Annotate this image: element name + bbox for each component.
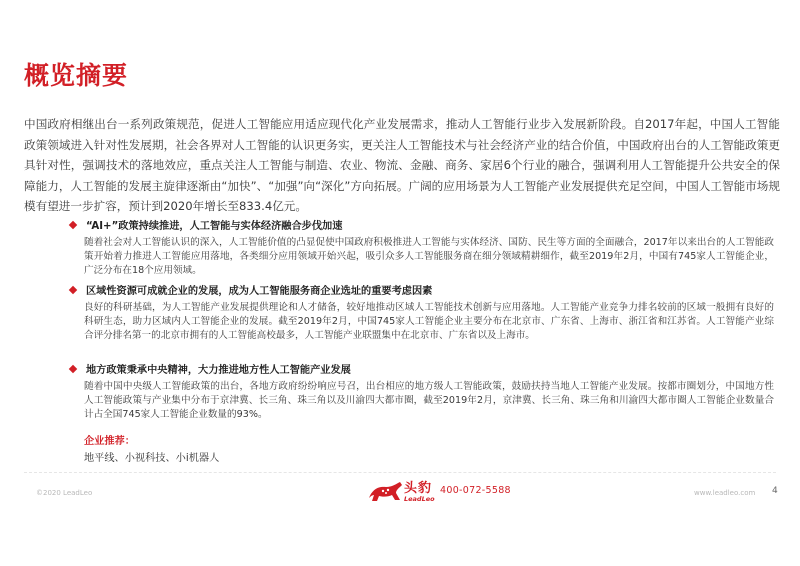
section-heading-text: “AI+”政策持续推进，人工智能与实体经济融合步伐加速 xyxy=(86,221,343,232)
section-heading-text: 区域性资源可成就企业的发展，成为人工智能服务商企业选址的重要考虑因素 xyxy=(86,286,433,297)
section-body-2: 良好的科研基础，为人工智能产业发展提供理论和人才储备，较好地推动区域人工智能技术创新与应用落地。人工智能产业竞争力排名较前的区域一般拥有良好的科研生态，助力区域内人工智能企业的发展。截至2019年2月，中国745家人工智能企业主要分布在北京市、广东省、上海市、浙江省和江苏省。人工智能产业综合评分排名第一的北京市拥有的人工智能高校最多，人工智能产业联盟集中在北京市、广东省以及上海市。 xyxy=(84,302,774,341)
recommend-label: 企业推荐： xyxy=(84,436,135,447)
red-diamond-bullet-icon xyxy=(69,286,77,294)
page-title: 概览摘要 xyxy=(24,61,129,90)
section-heading-text: 地方政策秉承中央精神，大力推进地方性人工智能产业发展 xyxy=(86,365,351,376)
section-heading-2 xyxy=(70,285,770,299)
red-diamond-bullet-icon xyxy=(69,365,77,373)
section-body-1: 随着社会对人工智能认识的深入，人工智能价值的凸显促使中国政府积极推进人工智能与实体经济、国防、民生等方面的全面融合，2017年以来出台的人工智能政策开始着力推进人工智能应用落地，各类细分应用领域开始兴起，吸引众多人工智能服务商在细分领域精耕细作，截至2019年2月，中国有745家人工智能企业，广泛分布在18个应用领域。 xyxy=(84,237,774,276)
recommend-companies: 地平线、小视科技、小i机器人 xyxy=(84,453,220,464)
brand-name-en: LeadLeo xyxy=(404,495,435,503)
footer-divider xyxy=(24,472,776,473)
section-body-3: 随着中国中央级人工智能政策的出台，各地方政府纷纷响应号召，出台相应的地方级人工智能政策，鼓励扶持当地人工智能产业发展。按都市圈划分，中国地方性人工智能政策与产业集中分布于京津冀、长三角、珠三角以及川渝四大都市圈，截至2019年2月，京津冀、长三角、珠三角和川渝四大都市圈人工智能企业数量合计占全国745家人工智能企业数量的93%。 xyxy=(84,381,774,420)
contact-phone: 400-072-5588 xyxy=(440,485,511,496)
section-heading-1 xyxy=(70,220,770,234)
footer-copyright: ©2020 LeadLeo xyxy=(36,489,93,497)
section-heading-3 xyxy=(70,364,770,378)
red-diamond-bullet-icon xyxy=(69,221,77,229)
leopard-logo-icon xyxy=(366,478,406,504)
footer-url[interactable]: www.leadleo.com xyxy=(694,489,756,497)
intro-paragraph: 中国政府相继出台一系列政策规范，促进人工智能应用适应现代化产业发展需求，推动人工智能行业步入发展新阶段。自2017年起，中国人工智能政策领域进入针对性发展期，社会各界对人工智能的认识更务实，更关注人工智能技术与社会经济产业的结合价值，中国政府出台的人工智能政策更具针对性，强调技术的落地效应，重点关注人工智能与制造、农业、物流、金融、商务、家居6个行业的融合，强调利用人工智能提升公共安全的保障能力，人工智能的发展主旋律逐渐由“加快”、“加强”向“深化”方向拓展。广阔的应用场景为人工智能产业发展提供充足空间，中国人工智能市场规模有望进一步扩容，预计到2020年增长至833.4亿元。 xyxy=(24,117,780,213)
page-number: 4 xyxy=(772,486,778,496)
brand-name-cn: 头豹 xyxy=(404,481,433,496)
